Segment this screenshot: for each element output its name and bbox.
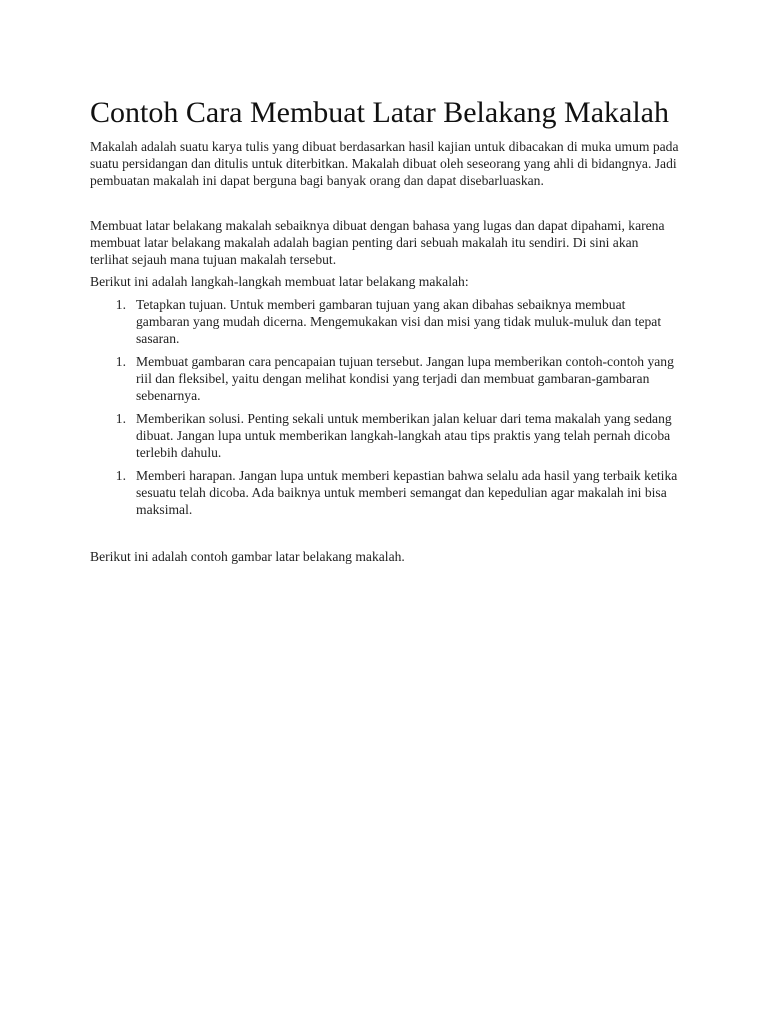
list-item bbox=[90, 296, 680, 347]
document-page bbox=[90, 96, 680, 565]
list-item bbox=[90, 410, 680, 461]
document-title: Contoh Cara Membuat Latar Belakang Makalah bbox=[90, 96, 669, 129]
steps-intro-paragraph: Berikut ini adalah langkah-langkah membuat latar belakang makalah: bbox=[90, 274, 469, 289]
list-item-text: Memberi harapan. Jangan lupa untuk memberi kepastian bahwa selalu ada hasil yang terbaik ketika sesuatu telah dicoba. Ada baiknya untuk memberi semangat dan kepedulian agar makalah ini bisa maksimal. bbox=[136, 468, 678, 517]
closing-paragraph: Berikut ini adalah contoh gambar latar belakang makalah. bbox=[90, 549, 405, 564]
list-item-number: 1. bbox=[115, 468, 126, 483]
list-item bbox=[90, 353, 680, 404]
background-paragraph: Membuat latar belakang makalah sebaiknya dibuat dengan bahasa yang lugas dan dapat dipahami, karena membuat latar belakang makalah adalah bagian penting dari sebuah makalah itu sendiri. Di sini akan terlihat sejauh mana tujuan makalah tersebut. bbox=[90, 218, 665, 267]
intro-paragraph: Makalah adalah suatu karya tulis yang dibuat berdasarkan hasil kajian untuk dibacakan di muka umum pada suatu persidangan dan ditulis untuk diterbitkan. Makalah dibuat oleh seseorang yang ahli di bidangnya. Jadi pembuatan makalah ini dapat berguna bagi banyak orang dan dapat disebarluaskan. bbox=[90, 139, 679, 188]
list-item-number: 1. bbox=[115, 411, 126, 426]
list-item bbox=[90, 467, 680, 518]
steps-list bbox=[90, 296, 680, 518]
list-item-number: 1. bbox=[115, 354, 126, 369]
list-item-text: Membuat gambaran cara pencapaian tujuan tersebut. Jangan lupa memberikan contoh-contoh yang riil dan fleksibel, yaitu dengan melihat kondisi yang terjadi dan membuat gambaran-gambaran sebenarnya. bbox=[136, 354, 674, 403]
list-item-text: Memberikan solusi. Penting sekali untuk memberikan jalan keluar dari tema makalah yang sedang dibuat. Jangan lupa untuk memberikan langkah-langkah atau tips praktis yang telah pernah dicoba terlebih dahulu. bbox=[136, 411, 672, 460]
list-item-text: Tetapkan tujuan. Untuk memberi gambaran tujuan yang akan dibahas sebaiknya membuat gambaran yang mudah dicerna. Mengemukakan visi dan misi yang tidak muluk-muluk dan tepat sasaran. bbox=[136, 297, 662, 346]
list-item-number: 1. bbox=[115, 297, 126, 312]
